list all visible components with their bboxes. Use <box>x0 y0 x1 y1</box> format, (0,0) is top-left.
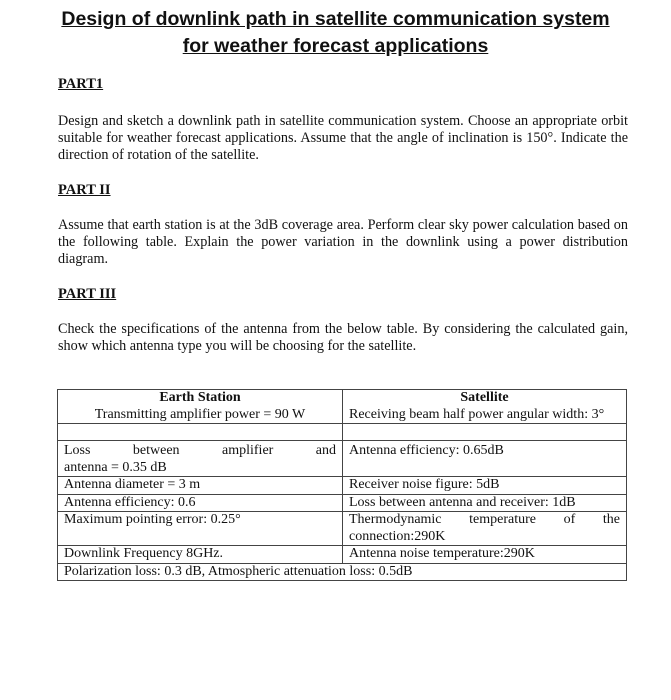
earth-efficiency: Antenna efficiency: 0.6 <box>58 494 343 512</box>
table-header-row <box>58 390 627 407</box>
part2-heading: PART II <box>58 182 111 198</box>
sat-efficiency: Antenna efficiency: 0.65dB <box>343 441 627 477</box>
earth-loss <box>58 441 343 477</box>
table-row <box>58 512 627 546</box>
sat-noise-temp: Antenna noise temperature:290K <box>343 546 627 564</box>
part3-text: Check the specifications of the antenna from the below table. By considering the calculated gain, show which antenna type you will be choosing for the satellite. <box>58 321 628 354</box>
title-line-2: for weather forecast applications <box>182 35 489 57</box>
table-footer: Polarization loss: 0.3 dB, Atmospheric attenuation loss: 0.5dB <box>58 563 627 581</box>
earth-tx-power: Transmitting amplifier power = 90 W <box>58 407 343 424</box>
sat-thermo-temp <box>343 512 627 546</box>
earth-frequency: Downlink Frequency 8GHz. <box>58 546 343 564</box>
sat-beam-width: Receiving beam half power angular width: 3° <box>343 407 627 424</box>
table-row <box>58 546 627 564</box>
sat-thermo-line-1: Thermodynamic temperature of the <box>349 512 620 527</box>
table-row <box>58 407 627 424</box>
table-spacer-row <box>58 424 627 441</box>
earth-loss-line-2: antenna = 0.35 dB <box>64 459 167 475</box>
part1-text: Design and sketch a downlink path in satellite communication system. Choose an appropriate orbit suitable for weather forecast applications. Assume that the angle of inclination is 150°. Indicate the direction of rotation of the satellite. <box>58 113 628 163</box>
header-satellite: Satellite <box>343 390 627 407</box>
header-earth-station: Earth Station <box>58 390 343 407</box>
table-footer-row <box>58 563 627 581</box>
earth-diameter: Antenna diameter = 3 m <box>58 477 343 495</box>
sat-noise-figure: Receiver noise figure: 5dB <box>343 477 627 495</box>
title-line-1: Design of downlink path in satellite communication system <box>61 8 610 30</box>
part1-heading: PART1 <box>58 76 104 92</box>
earth-loss-line-1: Loss between amplifier and <box>64 443 336 458</box>
sat-thermo-line-2: connection:290K <box>349 528 446 544</box>
earth-pointing-error: Maximum pointing error: 0.25° <box>58 512 343 546</box>
table-row <box>58 441 627 477</box>
table-row <box>58 477 627 495</box>
part2-text: Assume that earth station is at the 3dB coverage area. Perform clear sky power calculation based on the following table. Explain the power variation in the downlink using a power distribution diagram. <box>58 217 628 267</box>
table-row <box>58 494 627 512</box>
sat-loss: Loss between antenna and receiver: 1dB <box>343 494 627 512</box>
part3-heading: PART III <box>58 286 117 302</box>
document-title <box>0 6 671 60</box>
specifications-table <box>57 389 627 581</box>
